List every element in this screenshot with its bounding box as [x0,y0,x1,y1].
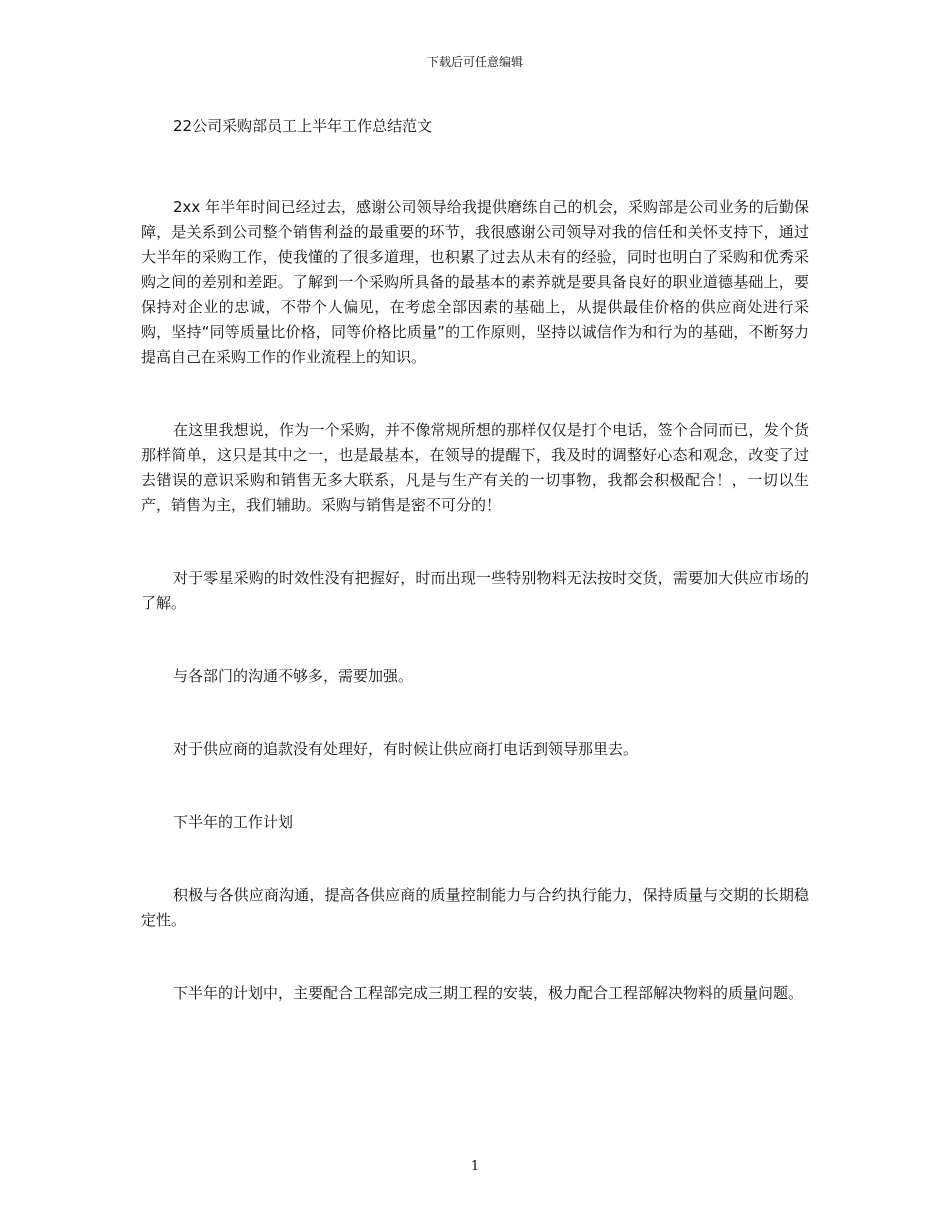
paragraph-role: 在这里我想说，作为一个采购，并不像常规所想的那样仅仅是打个电话，签个合同而已，发个货那样简单，这只是其中之一，也是最基本，在领导的提醒下，我及时的调整好心态和观念，改变了过去错误的意识采购和销售无多大联系，凡是与生产有关的一切事物，我都会积极配合！，一切以生产，销售为主，我们辅助。采购与销售是密不可分的！ [141,421,809,514]
paragraph-plan-engineering: 下半年的计划中，主要配合工程部完成三期工程的安装，极力配合工程部解决物料的质量问题。 [173,984,804,1002]
document-body [141,114,809,1006]
paragraph-plan-suppliers: 积极与各供应商沟通，提高各供应商的质量控制能力与合约执行能力，保持质量与交期的长期稳定性。 [141,886,809,929]
paragraph-intro: 2xx 年半年时间已经过去，感谢公司领导给我提供磨练自己的机会，采购部是公司业务的后勤保障，是关系到公司整个销售利益的最重要的环节，我很感谢公司领导对我的信任和关怀支持下，通过大半年的采购工作，使我懂的了很多道理，也积累了过去从未有的经验，同时也明白了采购和优秀采购之间的差别和差距。了解到一个采购所具备的最基本的素养就是要具备良好的职业道德基础上，要保持对企业的忠诚，不带个人偏见，在考虑全部因素的基础上，从提供最佳价格的供应商处进行采购，坚持“同等质量比价格，同等价格比质量”的工作原则，坚持以诚信作为和行为的基础，不断努力提高自己在采购工作的作业流程上的知识。 [141,198,809,366]
paragraph-issue-timeliness: 对于零星采购的时效性没有把握好，时而出现一些特别物料无法按时交货，需要加大供应市场的了解。 [141,569,809,612]
page-number: 1 [470,1159,480,1174]
paragraph-issue-communication: 与各部门的沟通不够多，需要加强。 [173,667,414,685]
document-title: 22公司采购部员工上半年工作总结范文 [173,117,433,135]
page-header: 下载后可任意编辑 [426,55,523,69]
section-heading-plan: 下半年的工作计划 [173,813,294,831]
paragraph-issue-payment: 对于供应商的追款没有处理好，有时候让供应商打电话到领导那里去。 [173,740,639,758]
